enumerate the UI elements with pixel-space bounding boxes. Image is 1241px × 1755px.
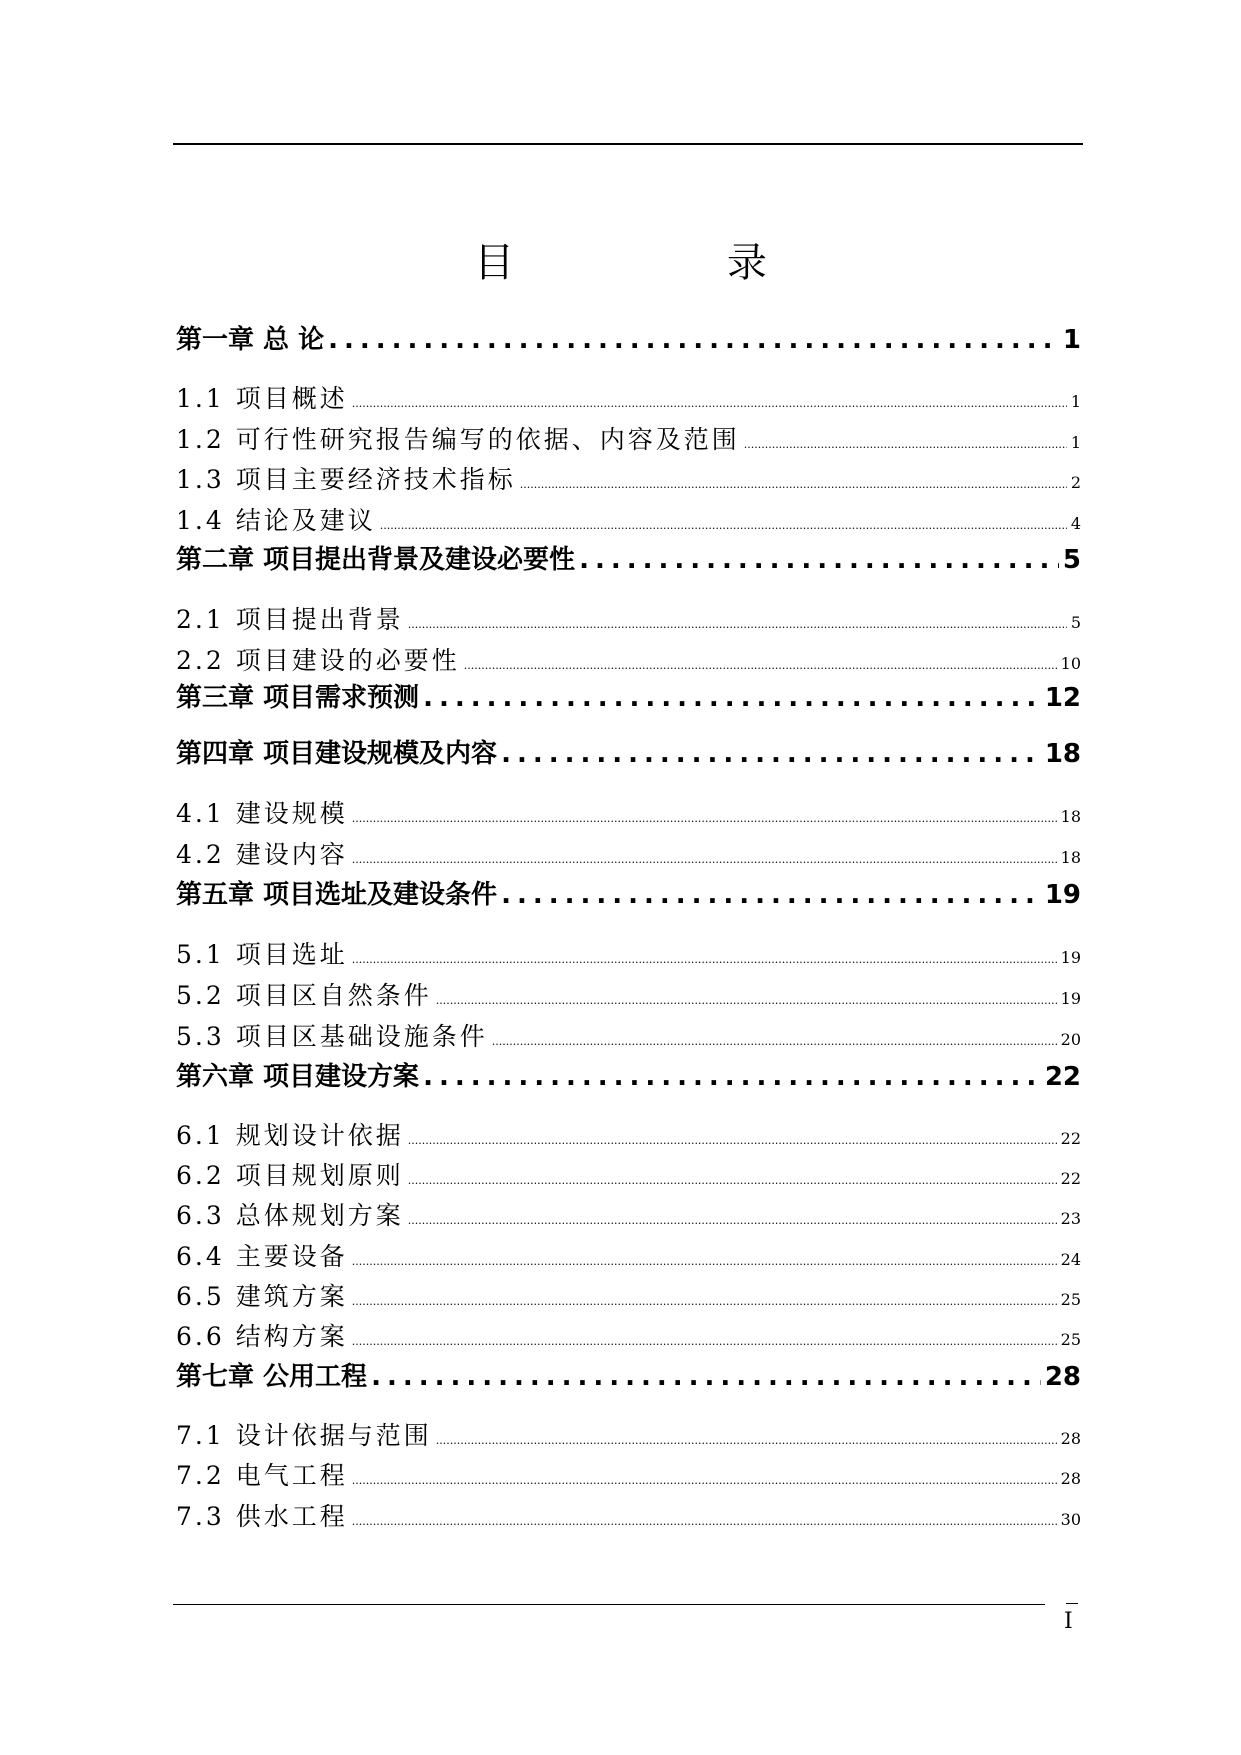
toc-entry-label: 1.4 结论及建议 [176,506,376,535]
toc-entry-page-number: 18 [1044,739,1081,769]
toc-chapter-entry[interactable] [176,543,1081,577]
toc-entry-label: 1.2 可行性研究报告编写的依据、内容及范围 [176,425,740,454]
toc-entry-label: 第三章 项目需求预测 [176,683,420,713]
dot-leader [352,802,1057,836]
toc-title: 目 录 [474,240,867,286]
dot-leader [408,1164,1057,1198]
toc-section-entry[interactable] [176,1419,1081,1453]
toc-entry-page-number: 23 [1060,1209,1081,1228]
toc-entry-page-number: 25 [1060,1330,1081,1349]
dot-leader [371,1360,1041,1394]
toc-section-entry[interactable] [176,1500,1081,1534]
toc-entry-label: 7.3 供水工程 [176,1502,348,1531]
dot-leader [380,509,1067,543]
toc-entry-label: 4.1 建设规模 [176,799,348,828]
dot-leader [352,843,1057,877]
toc-entry-label: 1.1 项目概述 [176,384,348,413]
toc-chapter-entry[interactable] [176,737,1081,771]
dot-leader [423,1060,1041,1094]
toc-entry-page-number: 1 [1070,433,1081,452]
toc-entry-page-number: 28 [1060,1469,1081,1488]
toc-section-entry[interactable] [176,1199,1081,1233]
dot-leader [408,608,1067,642]
toc-chapter-entry[interactable] [176,1060,1081,1094]
toc-section-entry[interactable] [176,938,1081,972]
toc-section-entry[interactable] [176,1020,1081,1054]
toc-entry-label: 7.1 设计依据与范围 [176,1421,432,1450]
toc-entry-page-number: 4 [1070,514,1081,533]
toc-chapter-entry[interactable] [176,323,1081,357]
toc-entry-page-number: 5 [1070,613,1081,632]
toc-entry-page-number: 18 [1060,807,1081,826]
toc-section-entry[interactable] [176,423,1081,457]
dot-leader [408,1124,1057,1158]
toc-entry-page-number: 25 [1060,1290,1081,1309]
toc-entry-label: 第一章 总 论 [176,325,325,355]
toc-section-entry[interactable] [176,1159,1081,1193]
toc-section-entry[interactable] [176,603,1081,637]
toc-section-entry[interactable] [176,463,1081,497]
dot-leader [492,1025,1057,1059]
toc-entry-label: 6.6 结构方案 [176,1322,348,1351]
dot-leader [352,1505,1057,1539]
toc-chapter-entry[interactable] [176,878,1081,912]
dot-leader [501,737,1041,771]
toc-entry-page-number: 22 [1060,1129,1081,1148]
toc-entry-page-number: 20 [1060,1030,1081,1049]
dot-leader [744,428,1067,462]
toc-entry-label: 5.2 项目区自然条件 [176,981,432,1010]
toc-entry-label: 6.2 项目规划原则 [176,1161,404,1190]
toc-entry-page-number: 10 [1060,654,1081,673]
toc-entry-label: 6.1 规划设计依据 [176,1121,404,1150]
toc-section-entry[interactable] [176,504,1081,538]
toc-entry-label: 5.3 项目区基础设施条件 [176,1022,488,1051]
toc-entry-page-number: 12 [1044,683,1081,713]
dot-leader [520,468,1067,502]
toc-entry-page-number: 30 [1060,1510,1081,1529]
toc-section-entry[interactable] [176,1119,1081,1153]
toc-section-entry[interactable] [176,1240,1081,1274]
toc-entry-label: 第六章 项目建设方案 [176,1062,420,1092]
dot-leader [352,943,1057,977]
footer-rule [173,1604,1045,1605]
page-number-overline [1066,1603,1078,1604]
toc-entry-label: 第五章 项目选址及建设条件 [176,880,498,910]
dot-leader [328,323,1059,357]
toc-entry-label: 6.4 主要设备 [176,1242,348,1271]
toc-chapter-entry[interactable] [176,1360,1081,1394]
toc-entry-label: 2.2 项目建设的必要性 [176,646,460,675]
toc-entry-label: 6.5 建筑方案 [176,1282,348,1311]
toc-entry-page-number: 1 [1070,392,1081,411]
toc-section-entry[interactable] [176,1459,1081,1493]
dot-leader [464,649,1057,683]
dot-leader [501,878,1041,912]
page-number: I [1064,1609,1073,1634]
toc-entry-page-number: 19 [1060,948,1081,967]
toc-entry-label: 4.2 建设内容 [176,840,348,869]
toc-section-entry[interactable] [176,1320,1081,1354]
toc-entry-label: 第二章 项目提出背景及建设必要性 [176,545,576,575]
dot-leader [352,1325,1057,1359]
dot-leader [436,984,1057,1018]
dot-leader [352,1245,1057,1279]
toc-entry-page-number: 5 [1062,545,1081,575]
toc-section-entry[interactable] [176,979,1081,1013]
dot-leader [408,1204,1057,1238]
dot-leader [579,543,1059,577]
toc-entry-page-number: 22 [1044,1062,1081,1092]
toc-entry-label: 6.3 总体规划方案 [176,1201,404,1230]
toc-entry-label: 7.2 电气工程 [176,1461,348,1490]
toc-entry-page-number: 24 [1060,1250,1081,1269]
toc-section-entry[interactable] [176,1280,1081,1314]
toc-entry-page-number: 19 [1044,880,1081,910]
toc-section-entry[interactable] [176,838,1081,872]
header-rule [173,143,1083,145]
toc-section-entry[interactable] [176,797,1081,831]
dot-leader [436,1424,1057,1458]
dot-leader [352,1464,1057,1498]
dot-leader [352,1285,1057,1319]
toc-chapter-entry[interactable] [176,681,1081,715]
toc-entry-label: 1.3 项目主要经济技术指标 [176,465,516,494]
toc-entry-page-number: 22 [1060,1169,1081,1188]
toc-entry-page-number: 18 [1060,848,1081,867]
toc-entry-label: 第四章 项目建设规模及内容 [176,739,498,769]
toc-entry-page-number: 2 [1070,473,1081,492]
toc-entry-page-number: 28 [1044,1362,1081,1392]
toc-entry-page-number: 1 [1062,325,1081,355]
dot-leader [352,387,1067,421]
toc-entry-page-number: 28 [1060,1429,1081,1448]
toc-entry-label: 5.1 项目选址 [176,940,348,969]
dot-leader [423,681,1041,715]
toc-section-entry[interactable] [176,382,1081,416]
toc-entry-page-number: 19 [1060,989,1081,1008]
toc-entry-label: 2.1 项目提出背景 [176,605,404,634]
toc-entry-label: 第七章 公用工程 [176,1362,368,1392]
toc-section-entry[interactable] [176,644,1081,678]
